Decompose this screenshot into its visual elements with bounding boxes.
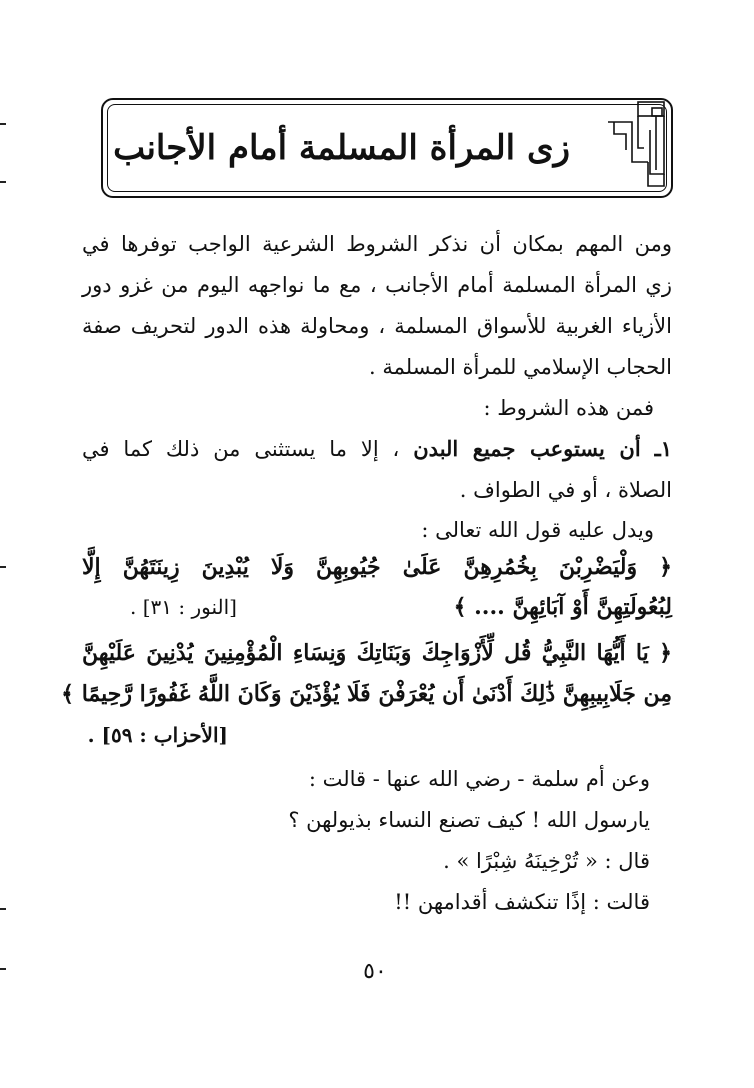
verse-reference: [الأحزاب : ٥٩] . [87,723,228,747]
verse-line: لِبُعُولَتِهِنَّ أَوْ آبَائِهِنَّ .... ﴾ [453,594,672,620]
paragraph-line: ومن المهم بمكان أن نذكر الشروط الشرعية الواجب توفرها في [82,232,672,256]
page-title: زى المرأة المسلمة أمام الأجانب [113,128,570,168]
page-number: ٥٠ [363,959,387,984]
evidence-intro: ويدل عليه قول الله تعالى : [421,518,654,542]
condition-text: ، إلا ما يستثنى من ذلك كما في [82,437,400,461]
corner-ornament-icon [604,100,670,192]
condition-line-2: الصلاة ، أو في الطواف . [459,478,672,502]
verse-reference: [النور : ٣١] . [130,595,237,619]
scan-mark [0,566,6,568]
hadith-line: يارسول الله ! كيف تصنع النساء بذيولهن ؟ [288,808,650,832]
hadith-line: وعن أم سلمة - رضي الله عنها - قالت : [308,767,650,791]
verse-line: ﴿ يَا أَيُّهَا النَّبِيُّ قُل لِّأَزْوَاجِكَ وَبَنَاتِكَ وَنِسَاءِ الْمُؤْمِنِينَ يُدْنِينَ عَلَيْهِنَّ [82,640,672,666]
scan-mark [0,968,6,970]
condition-bold-text: أن يستوعب جميع البدن [413,436,641,461]
condition-line [82,432,672,466]
hadith-line: قال : « تُرْخِينَهُ شِبْرًا » . [443,849,650,873]
verse-line: ﴿ وَلْيَضْرِبْنَ بِخُمُرِهِنَّ عَلَىٰ جُيُوبِهِنَّ وَلَا يُبْدِينَ زِينَتَهُنَّ إِلَّا [82,554,672,580]
verse-line: مِن جَلَابِيبِهِنَّ ذَٰلِكَ أَدْنَىٰ أَن يُعْرَفْنَ فَلَا يُؤْذَيْنَ وَكَانَ اللَّهُ غَفُورًا رَّحِيمًا ﴾ [61,681,672,707]
paragraph-line: الحجاب الإسلامي للمرأة المسلمة . [369,355,672,379]
hadith-line: قالت : إذًا تنكشف أقدامهن !! [394,890,650,914]
paragraph-line: الأزياء الغربية للأسواق المسلمة ، ومحاولة هذه الدور لتحريف صفة [82,314,672,338]
scan-mark [0,123,6,125]
scan-mark [0,181,6,183]
condition-number: ١ـ [654,436,672,461]
paragraph-line: زي المرأة المسلمة أمام الأجانب ، مع ما نواجهه اليوم من غزو دور [82,273,672,297]
scan-mark [0,908,6,910]
conditions-intro: فمن هذه الشروط : [483,396,654,420]
